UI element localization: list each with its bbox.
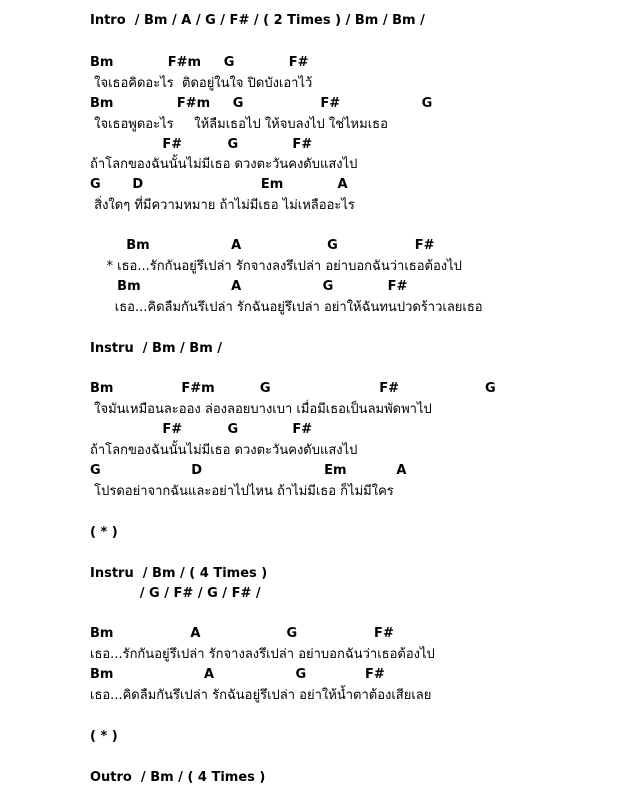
repeat-chorus-mark-1: ( * ) bbox=[90, 525, 118, 540]
instru-line-1: Instru / Bm / Bm / bbox=[90, 341, 223, 356]
verse1-lyric-4: สิ่งใดๆ ที่มีความหมาย ถ้าไม่มีเธอ ไม่เหลืออะไร bbox=[90, 198, 355, 213]
chorus-chords-2: Bm A G F# bbox=[90, 279, 408, 294]
verse2-lyric-2: ถ้าโลกของฉันนั้นไม่มีเธอ ดวงตะวันคงดับแสงไป bbox=[90, 443, 358, 458]
verse1-lyric-1: ใจเธอคิดอะไร ติดอยู่ในใจ ปิดบังเอาไว้ bbox=[90, 76, 313, 91]
verse2-lyric-1: ใจมันเหมือนละออง ล่องลอยบางเบา เมื่อมีเธอเป็นลมพัดพาไป bbox=[90, 402, 432, 417]
verse2-chords-2: F# G F# bbox=[90, 422, 313, 437]
verse2-chords-3: G D Em A bbox=[90, 463, 407, 478]
final-chorus-chords-1: Bm A G F# bbox=[90, 626, 394, 641]
verse1-lyric-3: ถ้าโลกของฉันนั้นไม่มีเธอ ดวงตะวันคงดับแสงไป bbox=[90, 157, 358, 172]
chorus-lyric-2: เธอ...คิดลืมกันรึเปล่า รักฉันอยู่รึเปล่า อย่าให้ฉันทนปวดร้าวเลยเธอ bbox=[90, 300, 483, 315]
verse1-chords-4: G D Em A bbox=[90, 177, 348, 192]
chorus-lyric-1: * เธอ...รักกันอยู่รึเปล่า รักจางลงรึเปล่า อย่าบอกฉันว่าเธอต้องไป bbox=[90, 259, 462, 274]
instru-line-2-continued: / G / F# / G / F# / bbox=[90, 586, 261, 601]
verse2-lyric-3: โปรดอย่าจากฉันและอย่าไปไหน ถ้าไม่มีเธอ ก็ไม่มีใคร bbox=[90, 484, 394, 499]
final-chorus-lyric-2: เธอ...คิดลืมกันรึเปล่า รักฉันอยู่รึเปล่า อย่าให้น้ำตาต้องเสียเลย bbox=[90, 688, 432, 703]
instru-line-2: Instru / Bm / ( 4 Times ) bbox=[90, 566, 268, 581]
repeat-chorus-mark-2: ( * ) bbox=[90, 729, 118, 744]
verse1-chords-3: F# G F# bbox=[90, 137, 313, 152]
verse1-lyric-2: ใจเธอพูดอะไร ให้ลืมเธอไป ให้จบลงไป ใช่ไหมเธอ bbox=[90, 117, 388, 132]
outro-line: Outro / Bm / ( 4 Times ) bbox=[90, 770, 266, 785]
intro-line: Intro / Bm / A / G / F# / ( 2 Times ) / Bm / Bm / bbox=[90, 13, 425, 28]
verse2-chords-1: Bm F#m G F# G bbox=[90, 381, 496, 396]
verse1-chords-2: Bm F#m G F# G bbox=[90, 96, 433, 111]
chorus-chords-1: Bm A G F# bbox=[90, 238, 435, 253]
verse1-chords-1: Bm F#m G F# bbox=[90, 55, 309, 70]
final-chorus-lyric-1: เธอ...รักกันอยู่รึเปล่า รักจางลงรึเปล่า อย่าบอกฉันว่าเธอต้องไป bbox=[90, 647, 435, 662]
final-chorus-chords-2: Bm A G F# bbox=[90, 667, 385, 682]
